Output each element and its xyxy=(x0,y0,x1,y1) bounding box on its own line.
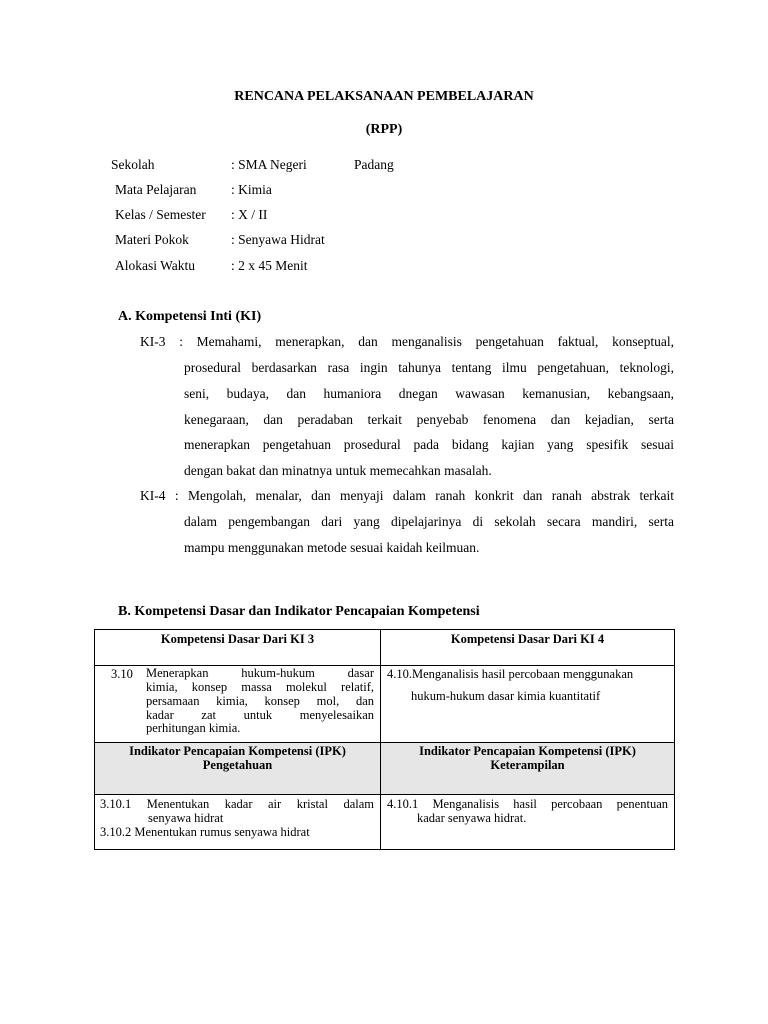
identity-label: Kelas / Semester xyxy=(115,207,206,222)
identity-value: : Kimia xyxy=(231,182,272,197)
ipk3-cell xyxy=(95,795,381,850)
ipk4-header xyxy=(381,743,675,795)
identity-label: Mata Pelajaran xyxy=(115,182,197,197)
ipk3-header-line2: Pengetahuan xyxy=(202,758,273,772)
competency-table xyxy=(94,629,675,850)
ipk4-header-line1: Indikator Pencapaian Kompetensi (IPK) xyxy=(419,744,636,758)
section-b-heading: B. Kompetensi Dasar dan Indikator Pencapaian Kompetensi xyxy=(118,604,480,619)
document-subtitle: (RPP) xyxy=(365,122,403,137)
identity-row-alokasi xyxy=(115,258,515,280)
identity-label: Materi Pokok xyxy=(115,232,189,247)
ipk3-item-line: 3.10.1 Menentukan kadar air kristal dalam xyxy=(100,797,374,811)
ipk3-item-line: 3.10.2 Menentukan rumus senyawa hidrat xyxy=(100,825,310,839)
kd3-cell xyxy=(95,666,381,743)
kd4-line: hukum-hukum dasar kimia kuantitatif xyxy=(411,689,601,703)
kd-content-row xyxy=(95,666,675,743)
document-title: RENCANA PELAKSANAAN PEMBELAJARAN xyxy=(234,89,534,104)
identity-row-mapel xyxy=(115,182,515,204)
ki3-line: seni, budaya, dan humaniora dnegan wawasan kemanusian, kebangsaan, xyxy=(184,385,674,401)
ipk-header-row xyxy=(95,743,675,795)
ipk-content-row xyxy=(95,795,675,850)
kd3-line: kimia, konsep massa molekul relatif, xyxy=(146,680,374,694)
ki3-line: dengan bakat dan minatnya untuk memecahkan masalah. xyxy=(184,463,492,479)
kd4-line: 4.10.Menganalisis hasil percobaan menggunakan xyxy=(387,667,634,681)
kd3-line: persamaan kimia, konsep mol, dan xyxy=(146,693,374,708)
ki4-line: dalam pengembangan dari yang dipelajarinya di sekolah secara mandiri, serta xyxy=(184,514,674,529)
kd3-line: perhitungan kimia. xyxy=(146,721,241,736)
ipk3-item-1 xyxy=(100,797,374,825)
ipk4-item-line: kadar senyawa hidrat. xyxy=(417,811,527,825)
ipk3-header xyxy=(95,743,381,795)
identity-row-sekolah xyxy=(111,157,511,179)
identity-value: : X / II xyxy=(231,207,268,222)
kd3-text-rest xyxy=(111,681,374,736)
ipk3-item-2 xyxy=(100,825,374,839)
section-a-heading: A. Kompetensi Inti (KI) xyxy=(118,309,262,324)
identity-row-materi xyxy=(115,232,515,254)
identity-row-kelas xyxy=(115,207,515,229)
ki3-paragraph xyxy=(140,329,674,355)
ipk3-header-line1: Indikator Pencapaian Kompetensi (IPK) xyxy=(129,744,346,758)
ki3-line: prosedural berdasarkan rasa ingin tahunya tentang ilmu pengetahuan, teknologi, xyxy=(184,360,674,375)
kd3-header: Kompetensi Dasar Dari KI 3 xyxy=(95,630,381,666)
kd4-cell xyxy=(381,666,675,743)
identity-label: Sekolah xyxy=(111,157,155,172)
ipk4-header-line2: Keterampilan xyxy=(490,758,565,772)
kd3-line: kadar zat untuk menyelesaikan xyxy=(146,707,374,722)
ki4-paragraph xyxy=(140,483,674,509)
ipk3-item-line: senyawa hidrat xyxy=(148,811,224,825)
identity-extra: Padang xyxy=(354,157,394,172)
ki3-line: menerapkan pengetahuan prosedural pada bidang kajian yang spesifik sesuai xyxy=(184,437,674,453)
identity-value: : 2 x 45 Menit xyxy=(231,258,308,273)
ki4-line: mampu menggunakan metode sesuai kaidah keilmuan. xyxy=(184,539,480,555)
identity-label: Alokasi Waktu xyxy=(115,258,196,273)
ipk4-cell xyxy=(381,795,675,850)
kd4-header: Kompetensi Dasar Dari KI 4 xyxy=(381,630,675,666)
kd3-text xyxy=(146,667,374,681)
ki3-line: KI-3 : Memahami, menerapkan, dan menganalisis pengetahuan faktual, konseptual, xyxy=(140,334,674,349)
ipk4-item-line: 4.10.1 Menganalisis hasil percobaan penentuan xyxy=(387,797,668,811)
ki3-line: kenegaraan, dan peradaban terkait penyebab fenomena dan kejadian, serta xyxy=(184,411,674,427)
table-header-row xyxy=(95,630,675,666)
identity-value: : Senyawa Hidrat xyxy=(231,232,325,247)
identity-value: : SMA Negeri xyxy=(231,157,307,172)
ki4-line: KI-4 : Mengolah, menalar, dan menyaji dalam ranah konkrit dan ranah abstrak terkait xyxy=(140,488,674,503)
kd3-line: Menerapkan hukum-hukum dasar xyxy=(146,666,374,680)
ki3-continuation xyxy=(184,355,674,484)
ki4-continuation xyxy=(184,509,674,561)
kd3-number: 3.10 xyxy=(111,667,133,681)
